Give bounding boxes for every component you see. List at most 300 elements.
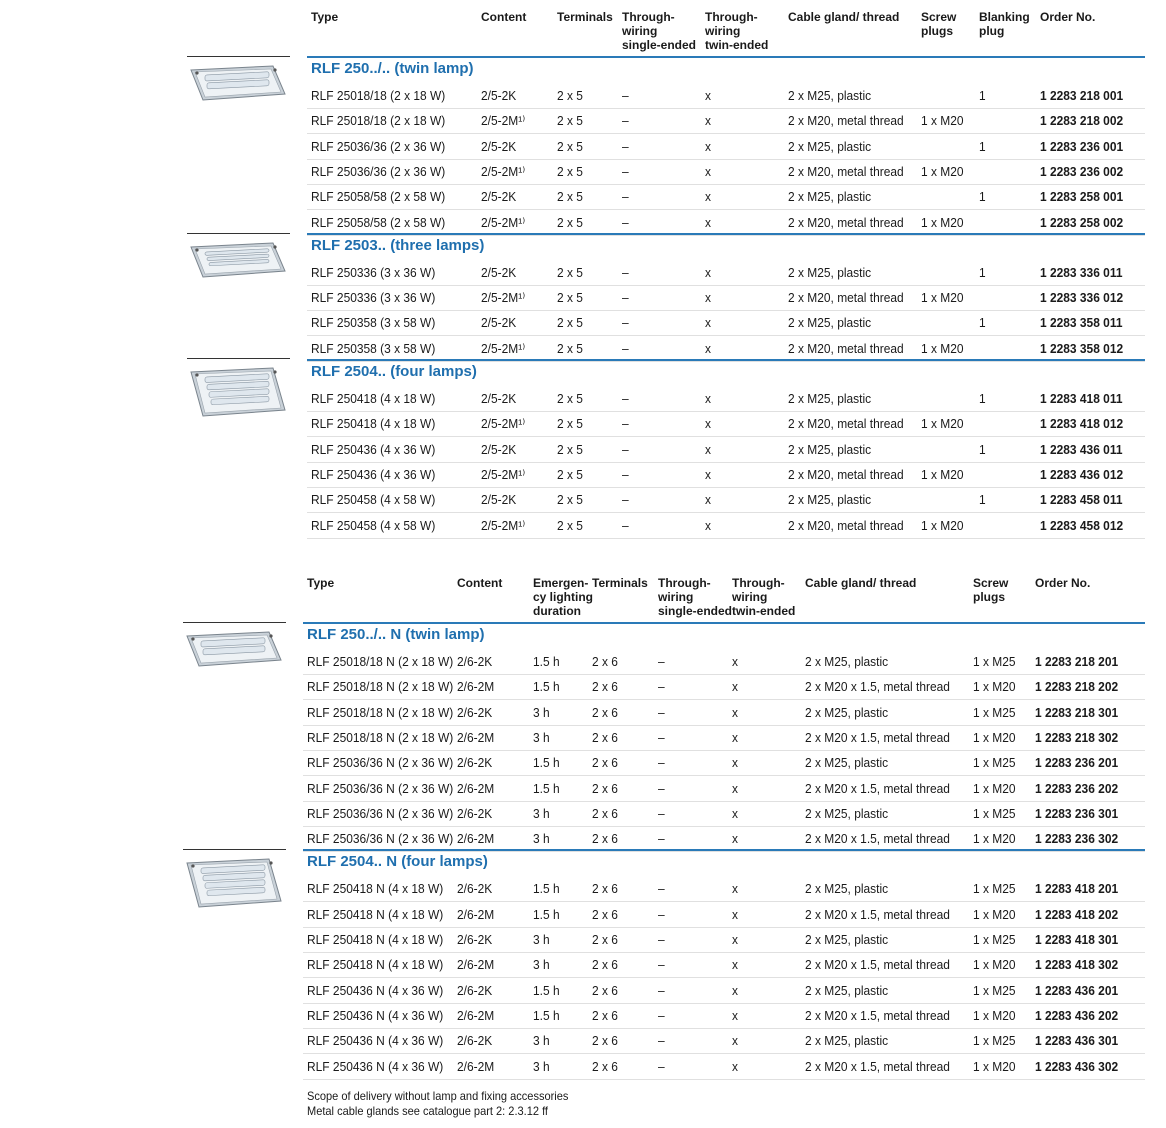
- order-number: 1 2283 236 001: [1040, 138, 1124, 154]
- thumbnail-divider: [187, 56, 290, 57]
- table-cell: x: [705, 315, 711, 331]
- table-cell: 1.5 h: [533, 755, 560, 771]
- table-cell: 2 x 6: [592, 982, 618, 998]
- thumbnail-divider: [183, 849, 286, 850]
- order-number: 1 2283 236 002: [1040, 163, 1124, 179]
- table-cell: RLF 25036/36 (2 x 36 W): [311, 138, 446, 154]
- table-cell: x: [705, 340, 711, 356]
- table-cell: x: [705, 391, 711, 406]
- column-header: Emergen- cy lighting duration: [533, 576, 593, 618]
- table-cell: 1: [979, 441, 986, 457]
- table-cell: RLF 250436 (4 x 36 W): [311, 466, 436, 482]
- table-cell: 1 x M20: [973, 1058, 1016, 1074]
- table-row: [303, 801, 1145, 827]
- table-cell: RLF 250418 N (4 x 18 W): [307, 932, 444, 947]
- table-cell: RLF 250436 N (4 x 36 W): [307, 1033, 444, 1049]
- table-cell: 2/5-2K: [481, 315, 517, 331]
- order-number: 1 2283 436 201: [1035, 982, 1119, 998]
- table-cell: –: [622, 416, 629, 432]
- table-cell: 2/6-2K: [457, 805, 493, 821]
- table-cell: x: [705, 441, 711, 457]
- table-row: [307, 437, 1145, 463]
- table-cell: –: [658, 729, 665, 745]
- order-number: 1 2283 236 201: [1035, 755, 1119, 771]
- table-cell: –: [658, 831, 665, 847]
- table-cell: –: [622, 214, 629, 230]
- table-cell: 2 x 6: [592, 957, 618, 973]
- table-cell: 2 x 6: [592, 704, 618, 720]
- column-header: Cable gland/ thread: [788, 10, 900, 24]
- table-row: [303, 952, 1145, 978]
- table-cell: 2 x M25, plastic: [788, 391, 872, 406]
- table-cell: 1 x M20: [973, 957, 1016, 973]
- three-lamp-luminaire-image: [187, 241, 287, 284]
- table-cell: –: [658, 1007, 665, 1023]
- table-cell: 2 x M20 x 1.5, metal thread: [805, 679, 950, 695]
- table-cell: RLF 25058/58 (2 x 58 W): [311, 189, 446, 205]
- table-cell: 1 x M20: [921, 340, 964, 356]
- table-cell: 2 x 5: [557, 466, 583, 482]
- column-header: Through- wiring single-ended: [658, 576, 733, 618]
- table-cell: 2 x M20, metal thread: [788, 163, 904, 179]
- table-cell: –: [658, 906, 665, 922]
- table-cell: 1 x M25: [973, 755, 1016, 771]
- column-header: Blanking plug: [979, 10, 1030, 38]
- table-cell: –: [622, 391, 629, 406]
- table-row: [307, 310, 1145, 336]
- order-number: 1 2283 436 301: [1035, 1033, 1119, 1049]
- order-number: 1 2283 218 002: [1040, 113, 1124, 129]
- table-cell: 2 x M25, plastic: [805, 704, 889, 720]
- table-cell: 2 x M20, metal thread: [788, 517, 904, 533]
- order-number: 1 2283 236 302: [1035, 831, 1119, 847]
- table-cell: –: [622, 163, 629, 179]
- table-cell: 2 x 5: [557, 189, 583, 205]
- table-row: [307, 336, 1145, 362]
- table-row: [303, 902, 1145, 928]
- order-number: 1 2283 418 011: [1040, 391, 1123, 406]
- column-header: Through- wiring twin-ended: [732, 576, 796, 618]
- table-cell: 2 x 5: [557, 416, 583, 432]
- table-cell: 2 x 6: [592, 831, 618, 847]
- table-cell: 2/6-2K: [457, 755, 493, 771]
- table-cell: RLF 25036/36 (2 x 36 W): [311, 163, 446, 179]
- table-cell: 1 x M20: [973, 780, 1016, 796]
- order-number: 1 2283 258 002: [1040, 214, 1124, 230]
- order-number: 1 2283 218 301: [1035, 704, 1119, 720]
- table-cell: RLF 25036/36 N (2 x 36 W): [307, 831, 454, 847]
- table-cell: 3 h: [533, 704, 550, 720]
- table-cell: –: [622, 138, 629, 154]
- table-cell: –: [622, 492, 629, 508]
- table-cell: –: [622, 113, 629, 129]
- column-header: Order No.: [1035, 576, 1091, 590]
- section-divider: [307, 233, 1145, 235]
- table-cell: –: [622, 189, 629, 205]
- table-cell: 2 x 6: [592, 780, 618, 796]
- table-row: [303, 1054, 1145, 1080]
- table-cell: 2 x 6: [592, 1007, 618, 1023]
- table-cell: –: [622, 340, 629, 356]
- table-cell: 2/5-2M¹⁾: [481, 517, 526, 533]
- table-row: [307, 108, 1145, 134]
- table-cell: x: [732, 881, 738, 897]
- order-number: 1 2283 236 301: [1035, 805, 1119, 821]
- table-row: [303, 700, 1145, 726]
- table-row: [307, 411, 1145, 437]
- table-cell: –: [658, 755, 665, 771]
- column-header: Through- wiring single-ended: [622, 10, 697, 52]
- order-number: 1 2283 436 012: [1040, 466, 1124, 482]
- table-cell: 2 x 6: [592, 654, 618, 669]
- section-divider: [307, 359, 1145, 361]
- table-cell: x: [732, 704, 738, 720]
- table-cell: RLF 250458 (4 x 58 W): [311, 517, 436, 533]
- table-cell: x: [705, 138, 711, 154]
- table-cell: –: [658, 704, 665, 720]
- table-cell: 1: [979, 315, 986, 331]
- table-cell: RLF 250418 N (4 x 18 W): [307, 906, 444, 922]
- table-cell: 2 x M20, metal thread: [788, 466, 904, 482]
- table-cell: 2/6-2K: [457, 704, 493, 720]
- table-cell: RLF 250418 N (4 x 18 W): [307, 881, 444, 897]
- table-cell: RLF 250418 (4 x 18 W): [311, 416, 436, 432]
- table-cell: 2 x M25, plastic: [788, 441, 872, 457]
- table-cell: –: [622, 264, 629, 280]
- table-cell: 2 x 6: [592, 932, 618, 947]
- table-cell: 2 x M20 x 1.5, metal thread: [805, 906, 950, 922]
- section-title: RLF 250../.. N (twin lamp): [307, 626, 485, 643]
- table-cell: 2 x 6: [592, 729, 618, 745]
- table-cell: 2 x 5: [557, 214, 583, 230]
- table-cell: 2 x 6: [592, 906, 618, 922]
- table-row: [303, 826, 1145, 852]
- order-number: 1 2283 436 202: [1035, 1007, 1119, 1023]
- table-cell: 1 x M20: [921, 290, 964, 306]
- table-cell: 1: [979, 138, 986, 154]
- table-cell: 1 x M25: [973, 1033, 1016, 1049]
- table-cell: 2/5-2K: [481, 492, 517, 508]
- table-cell: 2 x 6: [592, 881, 618, 897]
- table-cell: RLF 25036/36 N (2 x 36 W): [307, 805, 454, 821]
- table-cell: 2/6-2M: [457, 831, 495, 847]
- table-cell: 2 x 5: [557, 391, 583, 406]
- table-row: [303, 674, 1145, 700]
- column-header: Cable gland/ thread: [805, 576, 917, 590]
- table-cell: –: [658, 654, 665, 669]
- column-header: Screw plugs: [973, 576, 1009, 604]
- table-cell: RLF 25018/18 N (2 x 18 W): [307, 654, 454, 669]
- table-cell: x: [732, 729, 738, 745]
- table-cell: 2/5-2K: [481, 391, 517, 406]
- table-cell: 2 x M25, plastic: [788, 138, 872, 154]
- table-cell: 1 x M25: [973, 704, 1016, 720]
- table-cell: 3 h: [533, 932, 550, 947]
- table-cell: RLF 250436 N (4 x 36 W): [307, 1058, 444, 1074]
- table-cell: 2/6-2M: [457, 1058, 495, 1074]
- table-cell: 2 x M25, plastic: [805, 1033, 889, 1049]
- table-cell: 1 x M20: [921, 163, 964, 179]
- column-header: Terminals: [557, 10, 613, 24]
- table-cell: 2/5-2K: [481, 189, 517, 205]
- table-cell: RLF 250436 N (4 x 36 W): [307, 982, 444, 998]
- thumbnail-divider: [183, 622, 286, 623]
- table-cell: 1 x M20: [921, 416, 964, 432]
- table-cell: 2 x M25, plastic: [805, 982, 889, 998]
- table-cell: 2/5-2M¹⁾: [481, 163, 526, 179]
- table-cell: RLF 250436 N (4 x 36 W): [307, 1007, 444, 1023]
- table-cell: RLF 25018/18 (2 x 18 W): [311, 88, 446, 103]
- column-header: Content: [457, 576, 503, 590]
- table-cell: 1: [979, 391, 986, 406]
- table-cell: 2 x M25, plastic: [788, 88, 872, 103]
- table-cell: –: [658, 780, 665, 796]
- table-cell: 1: [979, 189, 986, 205]
- table-cell: 1: [979, 264, 986, 280]
- table-cell: 2/6-2K: [457, 1033, 493, 1049]
- table-cell: 3 h: [533, 1033, 550, 1049]
- footnote-scope: Scope of delivery without lamp and fixing accessories: [307, 1089, 569, 1103]
- table-cell: 2/6-2M: [457, 1007, 495, 1023]
- column-header: Screw plugs: [921, 10, 957, 38]
- order-number: 1 2283 218 302: [1035, 729, 1119, 745]
- table-cell: 2 x M20 x 1.5, metal thread: [805, 831, 950, 847]
- section-title: RLF 2504.. N (four lamps): [307, 853, 488, 871]
- order-number: 1 2283 218 201: [1035, 654, 1119, 669]
- table-cell: –: [658, 1033, 665, 1049]
- table-cell: RLF 250418 (4 x 18 W): [311, 391, 436, 406]
- table-cell: 2 x 5: [557, 88, 583, 103]
- order-number: 1 2283 458 012: [1040, 517, 1124, 533]
- table-cell: x: [732, 1033, 738, 1049]
- order-number: 1 2283 418 012: [1040, 416, 1124, 432]
- table-cell: 2 x M25, plastic: [788, 189, 872, 205]
- table-row: [307, 159, 1145, 185]
- table-cell: RLF 25018/18 (2 x 18 W): [311, 113, 446, 129]
- table-cell: 1.5 h: [533, 881, 560, 897]
- table-row: [303, 876, 1145, 902]
- twin-lamp-luminaire-image: [187, 64, 287, 107]
- table-row: [307, 386, 1145, 412]
- table-cell: RLF 250436 (4 x 36 W): [311, 441, 436, 457]
- table-cell: 1.5 h: [533, 1007, 560, 1023]
- table-cell: x: [705, 113, 711, 129]
- column-header: Order No.: [1040, 10, 1096, 24]
- table-row: [303, 750, 1145, 776]
- column-header: Content: [481, 10, 527, 24]
- table-cell: 1 x M20: [921, 466, 964, 482]
- table-cell: x: [705, 88, 711, 103]
- table-cell: 2 x 6: [592, 805, 618, 821]
- table-cell: RLF 250336 (3 x 36 W): [311, 290, 436, 306]
- table-row: [307, 134, 1145, 160]
- table-cell: 1.5 h: [533, 654, 560, 669]
- table-cell: x: [705, 517, 711, 533]
- table-cell: 2 x 5: [557, 340, 583, 356]
- table-cell: 2 x M25, plastic: [805, 755, 889, 771]
- table-cell: 2 x 6: [592, 679, 618, 695]
- twin-lamp-luminaire-image: [183, 630, 283, 673]
- table-cell: 1 x M20: [973, 679, 1016, 695]
- section-title: RLF 250../.. (twin lamp): [311, 60, 474, 77]
- table-cell: –: [658, 932, 665, 947]
- section-divider: [303, 849, 1145, 851]
- table-cell: x: [732, 831, 738, 847]
- table-cell: x: [705, 189, 711, 205]
- table-cell: x: [732, 654, 738, 669]
- table-cell: x: [705, 466, 711, 482]
- table-cell: 2 x 5: [557, 315, 583, 331]
- table-cell: 1 x M20: [921, 214, 964, 230]
- table-row: [303, 927, 1145, 953]
- column-header: Through- wiring twin-ended: [705, 10, 769, 52]
- table-cell: 2 x M20 x 1.5, metal thread: [805, 729, 950, 745]
- table-cell: x: [705, 214, 711, 230]
- table-cell: –: [658, 805, 665, 821]
- table-cell: 2 x M25, plastic: [788, 315, 872, 331]
- table-cell: 1.5 h: [533, 780, 560, 796]
- table-cell: 1.5 h: [533, 679, 560, 695]
- table-cell: RLF 250458 (4 x 58 W): [311, 492, 436, 508]
- table-cell: 2/5-2M¹⁾: [481, 340, 526, 356]
- table-cell: x: [732, 755, 738, 771]
- table-cell: 2 x M25, plastic: [805, 654, 889, 669]
- order-number: 1 2283 358 012: [1040, 340, 1124, 356]
- table-cell: –: [622, 441, 629, 457]
- table-cell: 2 x 5: [557, 113, 583, 129]
- table-cell: 2/6-2K: [457, 982, 493, 998]
- four-lamp-luminaire-image: [187, 366, 287, 423]
- table-cell: –: [622, 466, 629, 482]
- order-number: 1 2283 436 302: [1035, 1058, 1119, 1074]
- table-row: [303, 776, 1145, 802]
- table-cell: 2 x M25, plastic: [788, 264, 872, 280]
- table-cell: 1: [979, 88, 986, 103]
- table-cell: 2 x M20 x 1.5, metal thread: [805, 1058, 950, 1074]
- order-number: 1 2283 336 011: [1040, 264, 1123, 280]
- table-cell: 1 x M25: [973, 805, 1016, 821]
- table-cell: 1.5 h: [533, 982, 560, 998]
- table-cell: 2/5-2M¹⁾: [481, 113, 526, 129]
- table-row: [307, 285, 1145, 311]
- table-cell: 2 x 5: [557, 517, 583, 533]
- order-number: 1 2283 218 001: [1040, 88, 1124, 103]
- table-cell: RLF 25058/58 (2 x 58 W): [311, 214, 446, 230]
- table-row: [303, 725, 1145, 751]
- table-cell: 3 h: [533, 805, 550, 821]
- table-cell: 2/6-2K: [457, 932, 493, 947]
- column-header: Terminals: [592, 576, 648, 590]
- table-cell: 2/5-2M¹⁾: [481, 416, 526, 432]
- table-cell: RLF 250418 N (4 x 18 W): [307, 957, 444, 973]
- table-cell: –: [622, 88, 629, 103]
- section-divider: [303, 622, 1145, 624]
- table-cell: 3 h: [533, 957, 550, 973]
- table-cell: 1 x M25: [973, 654, 1016, 669]
- table-cell: 2 x M20, metal thread: [788, 214, 904, 230]
- table-cell: –: [658, 957, 665, 973]
- table-cell: RLF 25036/36 N (2 x 36 W): [307, 755, 454, 771]
- table-cell: 3 h: [533, 729, 550, 745]
- table-cell: –: [622, 290, 629, 306]
- table-cell: 2 x M25, plastic: [805, 881, 889, 897]
- table-cell: 2 x 5: [557, 264, 583, 280]
- table-cell: 2/5-2M¹⁾: [481, 290, 526, 306]
- table-cell: x: [732, 982, 738, 998]
- order-number: 1 2283 418 302: [1035, 957, 1119, 973]
- table-cell: x: [732, 932, 738, 947]
- table-cell: 1 x M20: [921, 517, 964, 533]
- table-cell: x: [732, 957, 738, 973]
- table-cell: 2 x M20, metal thread: [788, 340, 904, 356]
- table-cell: –: [622, 315, 629, 331]
- table-cell: RLF 25018/18 N (2 x 18 W): [307, 704, 454, 720]
- table-cell: –: [658, 1058, 665, 1074]
- order-number: 1 2283 418 201: [1035, 881, 1119, 897]
- table-cell: 2 x 6: [592, 755, 618, 771]
- table-row: [303, 1003, 1145, 1029]
- table-cell: 1 x M20: [921, 113, 964, 129]
- table-cell: 2 x M20 x 1.5, metal thread: [805, 780, 950, 796]
- table-cell: 2/6-2K: [457, 654, 493, 669]
- section-title: RLF 2504.. (four lamps): [311, 363, 477, 380]
- table-cell: 2 x M20, metal thread: [788, 416, 904, 432]
- column-header: Type: [307, 576, 335, 590]
- table-cell: x: [732, 906, 738, 922]
- table-row: [303, 978, 1145, 1004]
- table-cell: –: [658, 881, 665, 897]
- table-cell: x: [732, 780, 738, 796]
- table-cell: 2/5-2K: [481, 441, 517, 457]
- table-cell: 2 x M20 x 1.5, metal thread: [805, 1007, 950, 1023]
- table-cell: x: [705, 492, 711, 508]
- table-row: [307, 260, 1145, 286]
- table-cell: 1 x M20: [973, 1007, 1016, 1023]
- table-cell: 1 x M20: [973, 831, 1016, 847]
- four-lamp-luminaire-image: [183, 857, 283, 914]
- table-cell: 2 x 5: [557, 163, 583, 179]
- table-cell: RLF 25018/18 N (2 x 18 W): [307, 679, 454, 695]
- table-cell: x: [705, 163, 711, 179]
- table-row: [307, 462, 1145, 488]
- table-cell: RLF 250336 (3 x 36 W): [311, 264, 436, 280]
- table-cell: 3 h: [533, 1058, 550, 1074]
- table-cell: 2 x 6: [592, 1033, 618, 1049]
- order-number: 1 2283 258 001: [1040, 189, 1124, 205]
- table-cell: –: [658, 679, 665, 695]
- table-cell: 2/5-2M¹⁾: [481, 466, 526, 482]
- order-number: 1 2283 458 011: [1040, 492, 1123, 508]
- table-row: [303, 1028, 1145, 1054]
- thumbnail-divider: [187, 358, 290, 359]
- order-number: 1 2283 418 202: [1035, 906, 1119, 922]
- table-cell: 2/5-2M¹⁾: [481, 214, 526, 230]
- table-cell: 2 x 5: [557, 492, 583, 508]
- table-cell: 2/6-2M: [457, 906, 495, 922]
- table-cell: 2 x M25, plastic: [805, 805, 889, 821]
- order-number: 1 2283 236 202: [1035, 780, 1119, 796]
- table-cell: 2 x M20, metal thread: [788, 113, 904, 129]
- table-cell: RLF 250358 (3 x 58 W): [311, 315, 436, 331]
- table-cell: –: [622, 517, 629, 533]
- table-cell: 1 x M25: [973, 932, 1016, 947]
- table-cell: 2/5-2K: [481, 264, 517, 280]
- table-cell: x: [732, 679, 738, 695]
- table-cell: 1 x M25: [973, 982, 1016, 998]
- order-number: 1 2283 358 011: [1040, 315, 1123, 331]
- footnote-cable-glands: Metal cable glands see catalogue part 2: 2.3.12 ff: [307, 1104, 549, 1118]
- table-cell: 2/5-2K: [481, 138, 517, 154]
